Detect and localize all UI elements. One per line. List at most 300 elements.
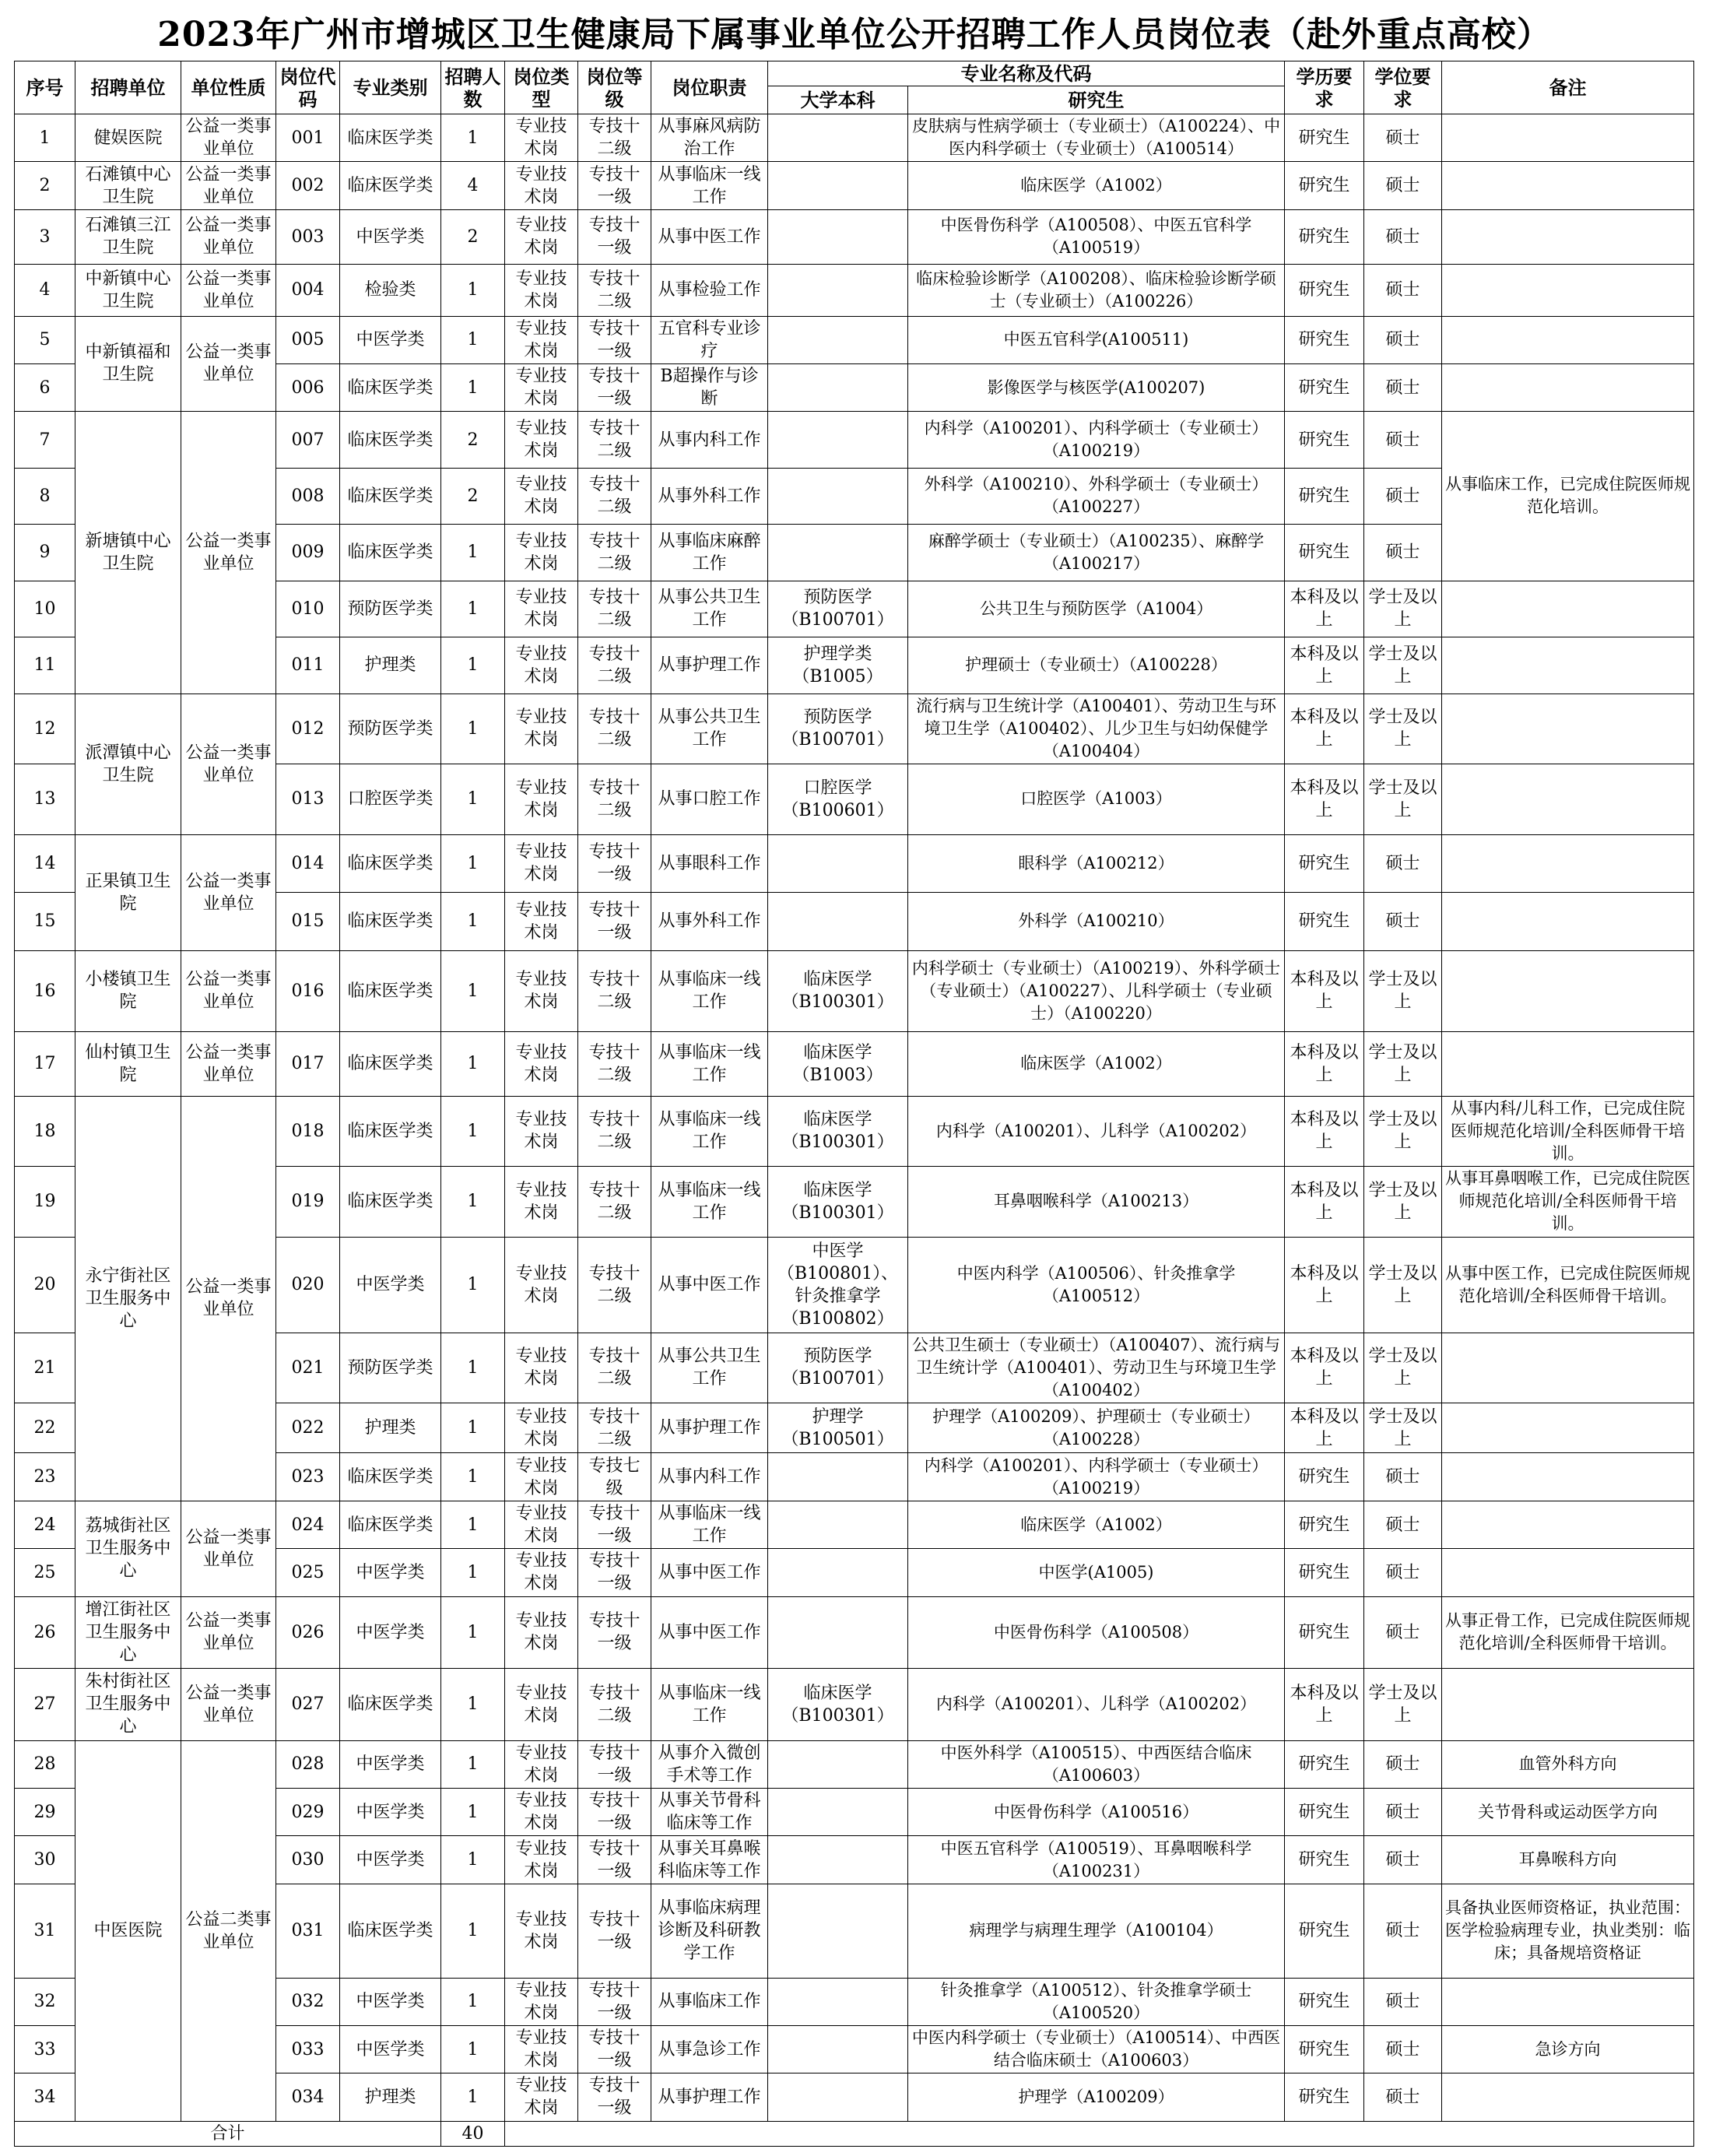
row-level: 专技十一级: [578, 363, 651, 411]
row-note: [1442, 1333, 1694, 1403]
row-seq: 8: [15, 468, 75, 524]
header-degree: 学位要求: [1364, 61, 1442, 114]
row-duty: 从事临床工作: [651, 1978, 768, 2025]
row-count: 1: [441, 764, 505, 835]
header-type: 岗位类型: [505, 61, 578, 114]
row-code: 015: [276, 893, 340, 950]
row-education: 研究生: [1285, 412, 1364, 468]
table-row: [15, 1032, 1694, 1097]
row-duty: 从事护理工作: [651, 2073, 768, 2121]
row-type: 专业技术岗: [505, 834, 578, 892]
header-level: 岗位等级: [578, 61, 651, 114]
row-seq: 1: [15, 114, 75, 162]
row-code: 025: [276, 1549, 340, 1596]
row-note: [1442, 162, 1694, 209]
row-seq: 14: [15, 834, 75, 892]
row-level: 专技十二级: [578, 265, 651, 316]
row-degree: 硕士: [1364, 265, 1442, 316]
header-postgrad: 研究生: [908, 86, 1285, 114]
row-bachelor: [768, 468, 908, 524]
row-note: [1442, 1501, 1694, 1548]
row-seq: 6: [15, 363, 75, 411]
row-seq: 20: [15, 1237, 75, 1333]
row-seq: 22: [15, 1403, 75, 1453]
row-education: 研究生: [1285, 363, 1364, 411]
row-bachelor: [768, 1740, 908, 1788]
row-education: 本科及以上: [1285, 637, 1364, 694]
row-nature: 公益一类事业单位: [181, 1501, 276, 1596]
row-count: 1: [441, 834, 505, 892]
row-code: 026: [276, 1596, 340, 1669]
row-bachelor: [768, 316, 908, 363]
row-category: 临床医学类: [340, 1167, 441, 1238]
row-postgrad: 中医内科学（A100506）、针灸推拿学（A100512）: [908, 1237, 1285, 1333]
table-row: [15, 1096, 1694, 1167]
row-degree: 硕士: [1364, 1978, 1442, 2025]
row-nature: 公益二类事业单位: [181, 1740, 276, 2121]
row-postgrad: 流行病与卫生统计学（A100401）、劳动卫生与环境卫生学（A100402）、儿少卫生与妇幼保健学（A100404）: [908, 694, 1285, 764]
table-row: [15, 1501, 1694, 1548]
row-note: [1442, 1669, 1694, 1741]
row-count: 1: [441, 1453, 505, 1501]
row-education: 本科及以上: [1285, 694, 1364, 764]
header-duty: 岗位职责: [651, 61, 768, 114]
row-category: 临床医学类: [340, 950, 441, 1032]
row-level: 专技十二级: [578, 694, 651, 764]
row-count: 1: [441, 694, 505, 764]
row-education: 本科及以上: [1285, 1333, 1364, 1403]
row-note: [1442, 1978, 1694, 2025]
row-postgrad: 中医五官科学(A100511): [908, 316, 1285, 363]
row-education: 本科及以上: [1285, 1403, 1364, 1453]
row-postgrad: 护理学（A100209）: [908, 2073, 1285, 2121]
row-code: 011: [276, 637, 340, 694]
row-bachelor: [768, 525, 908, 581]
row-seq: 21: [15, 1333, 75, 1403]
row-bachelor: [768, 209, 908, 264]
row-degree: 学士及以上: [1364, 1032, 1442, 1097]
row-duty: 从事外科工作: [651, 468, 768, 524]
row-postgrad: 内科学（A100201）、内科学硕士（专业硕士）（A100219）: [908, 1453, 1285, 1501]
total-row: [15, 2121, 1694, 2146]
row-education: 研究生: [1285, 1501, 1364, 1548]
row-education: 研究生: [1285, 316, 1364, 363]
row-note: 血管外科方向: [1442, 1740, 1694, 1788]
row-education: 研究生: [1285, 1789, 1364, 1836]
row-type: 专业技术岗: [505, 1789, 578, 1836]
row-education: 本科及以上: [1285, 1096, 1364, 1167]
row-duty: 从事临床麻醉工作: [651, 525, 768, 581]
row-postgrad: 公共卫生硕士（专业硕士）（A100407）、流行病与卫生统计学（A100401）、劳动卫生与环境卫生学（A100402）: [908, 1333, 1285, 1403]
row-bachelor: [768, 1978, 908, 2025]
row-seq: 16: [15, 950, 75, 1032]
table-row: [15, 1740, 1694, 1788]
row-level: 专技十二级: [578, 1032, 651, 1097]
row-seq: 34: [15, 2073, 75, 2121]
row-category: 临床医学类: [340, 468, 441, 524]
table-row: [15, 1669, 1694, 1741]
row-education: 研究生: [1285, 1740, 1364, 1788]
row-category: 中医学类: [340, 316, 441, 363]
row-level: 专技十二级: [578, 412, 651, 468]
row-bachelor: [768, 1836, 908, 1884]
table-row: [15, 162, 1694, 209]
row-note: [1442, 893, 1694, 950]
row-duty: 从事关节骨科临床等工作: [651, 1789, 768, 1836]
table-row: [15, 694, 1694, 764]
page-title: 2023年广州市增城区卫生健康局下属事业单位公开招聘工作人员岗位表（赴外重点高校）: [157, 15, 1552, 54]
row-duty: 从事临床病理诊断及科研教学工作: [651, 1884, 768, 1978]
row-code: 028: [276, 1740, 340, 1788]
row-seq: 2: [15, 162, 75, 209]
row-education: 研究生: [1285, 114, 1364, 162]
row-note: [1442, 1403, 1694, 1453]
row-education: 研究生: [1285, 1978, 1364, 2025]
row-note: [1442, 363, 1694, 411]
row-degree: 硕士: [1364, 412, 1442, 468]
row-code: 017: [276, 1032, 340, 1097]
row-nature: 公益一类事业单位: [181, 1596, 276, 1669]
row-level: 专技十二级: [578, 764, 651, 835]
header-count: 招聘人数: [441, 61, 505, 114]
row-category: 预防医学类: [340, 581, 441, 637]
row-count: 1: [441, 363, 505, 411]
row-degree: 硕士: [1364, 893, 1442, 950]
row-category: 中医学类: [340, 1978, 441, 2025]
row-postgrad: 临床检验诊断学（A100208）、临床检验诊断学硕士（专业硕士）（A100226）: [908, 265, 1285, 316]
row-count: 1: [441, 1167, 505, 1238]
row-degree: 学士及以上: [1364, 950, 1442, 1032]
row-education: 研究生: [1285, 1596, 1364, 1669]
row-note: [1442, 1032, 1694, 1097]
row-seq: 10: [15, 581, 75, 637]
row-type: 专业技术岗: [505, 525, 578, 581]
row-note: 急诊方向: [1442, 2025, 1694, 2073]
row-count: 1: [441, 1403, 505, 1453]
row-duty: 从事中医工作: [651, 1596, 768, 1669]
row-seq: 31: [15, 1884, 75, 1978]
row-seq: 15: [15, 893, 75, 950]
row-nature: 公益一类事业单位: [181, 950, 276, 1032]
table-body: [15, 114, 1694, 2147]
row-unit: 小楼镇卫生院: [75, 950, 181, 1032]
row-seq: 18: [15, 1096, 75, 1167]
row-nature: 公益一类事业单位: [181, 1032, 276, 1097]
recruitment-table: [14, 61, 1694, 2147]
row-category: 护理类: [340, 1403, 441, 1453]
row-unit: 派潭镇中心卫生院: [75, 694, 181, 834]
row-code: 012: [276, 694, 340, 764]
total-label: 合计: [15, 2121, 441, 2146]
row-count: 2: [441, 468, 505, 524]
row-count: 1: [441, 1884, 505, 1978]
row-education: 本科及以上: [1285, 950, 1364, 1032]
row-level: 专技十二级: [578, 1237, 651, 1333]
row-postgrad: 外科学（A100210）、外科学硕士（专业硕士）（A100227）: [908, 468, 1285, 524]
row-degree: 硕士: [1364, 834, 1442, 892]
row-education: 研究生: [1285, 209, 1364, 264]
row-type: 专业技术岗: [505, 2025, 578, 2073]
row-duty: 从事公共卫生工作: [651, 1333, 768, 1403]
row-note: [1442, 694, 1694, 764]
row-note: 关节骨科或运动医学方向: [1442, 1789, 1694, 1836]
row-degree: 学士及以上: [1364, 581, 1442, 637]
row-duty: 从事中医工作: [651, 1549, 768, 1596]
header-notes: 备注: [1442, 61, 1694, 114]
row-postgrad: 内科学硕士（专业硕士）（A100219）、外科学硕士（专业硕士）（A100227）、儿科学硕士（专业硕士）（A100220）: [908, 950, 1285, 1032]
row-count: 1: [441, 265, 505, 316]
row-category: 临床医学类: [340, 412, 441, 468]
row-postgrad: 口腔医学（A1003）: [908, 764, 1285, 835]
row-seq: 12: [15, 694, 75, 764]
row-note: 具备执业医师资格证，执业范围：医学检验病理专业，执业类别：临床；具备规培资格证: [1442, 1884, 1694, 1978]
row-postgrad: 护理学（A100209）、护理硕士（专业硕士）（A100228）: [908, 1403, 1285, 1453]
row-bachelor: [768, 114, 908, 162]
row-level: 专技十二级: [578, 114, 651, 162]
row-seq: 32: [15, 1978, 75, 2025]
row-category: 中医学类: [340, 1789, 441, 1836]
row-bachelor: 预防医学（B100701）: [768, 694, 908, 764]
row-seq: 5: [15, 316, 75, 363]
row-duty: 从事急诊工作: [651, 2025, 768, 2073]
row-note: [1442, 834, 1694, 892]
row-category: 检验类: [340, 265, 441, 316]
row-degree: 学士及以上: [1364, 764, 1442, 835]
row-type: 专业技术岗: [505, 1333, 578, 1403]
row-seq: 33: [15, 2025, 75, 2073]
row-degree: 硕士: [1364, 1453, 1442, 1501]
row-bachelor: [768, 1596, 908, 1669]
row-postgrad: 针灸推拿学（A100512）、针灸推拿学硕士（A100520）: [908, 1978, 1285, 2025]
row-unit: 永宁街社区卫生服务中心: [75, 1096, 181, 1501]
row-type: 专业技术岗: [505, 1740, 578, 1788]
row-note: 耳鼻喉科方向: [1442, 1836, 1694, 1884]
row-level: 专技十一级: [578, 1740, 651, 1788]
row-category: 临床医学类: [340, 893, 441, 950]
table-row: [15, 950, 1694, 1032]
row-category: 临床医学类: [340, 1669, 441, 1741]
row-category: 中医学类: [340, 1740, 441, 1788]
row-note: [1442, 2073, 1694, 2121]
row-category: 临床医学类: [340, 1884, 441, 1978]
row-count: 1: [441, 1237, 505, 1333]
row-duty: 从事临床一线工作: [651, 1167, 768, 1238]
row-count: 1: [441, 2025, 505, 2073]
header-major-group: 专业名称及代码: [768, 61, 1285, 86]
row-duty: 从事临床一线工作: [651, 1501, 768, 1548]
row-postgrad: 皮肤病与性病学硕士（专业硕士）（A100224）、中医内科学硕士（专业硕士）（A100514）: [908, 114, 1285, 162]
row-duty: 从事中医工作: [651, 1237, 768, 1333]
row-type: 专业技术岗: [505, 468, 578, 524]
row-degree: 硕士: [1364, 525, 1442, 581]
row-postgrad: 病理学与病理生理学（A100104）: [908, 1884, 1285, 1978]
row-nature: 公益一类事业单位: [181, 412, 276, 694]
row-duty: 从事公共卫生工作: [651, 694, 768, 764]
row-count: 2: [441, 412, 505, 468]
row-duty: 从事临床一线工作: [651, 950, 768, 1032]
row-category: 预防医学类: [340, 694, 441, 764]
row-level: 专技十一级: [578, 2073, 651, 2121]
row-level: 专技十二级: [578, 525, 651, 581]
row-degree: 硕士: [1364, 316, 1442, 363]
row-code: 006: [276, 363, 340, 411]
row-category: 临床医学类: [340, 114, 441, 162]
row-category: 临床医学类: [340, 1453, 441, 1501]
row-degree: 学士及以上: [1364, 1669, 1442, 1741]
row-count: 2: [441, 209, 505, 264]
row-nature: 公益一类事业单位: [181, 162, 276, 209]
row-code: 014: [276, 834, 340, 892]
row-count: 1: [441, 1501, 505, 1548]
row-level: 专技十一级: [578, 893, 651, 950]
row-bachelor: 临床医学（B100301）: [768, 1096, 908, 1167]
row-code: 029: [276, 1789, 340, 1836]
row-seq: 19: [15, 1167, 75, 1238]
row-degree: 学士及以上: [1364, 1237, 1442, 1333]
row-code: 020: [276, 1237, 340, 1333]
row-education: 本科及以上: [1285, 1032, 1364, 1097]
row-duty: 从事临床一线工作: [651, 1669, 768, 1741]
row-duty: 从事临床一线工作: [651, 162, 768, 209]
row-code: 030: [276, 1836, 340, 1884]
row-bachelor: 护理学（B100501）: [768, 1403, 908, 1453]
row-code: 003: [276, 209, 340, 264]
row-duty: 从事公共卫生工作: [651, 581, 768, 637]
row-category: 临床医学类: [340, 525, 441, 581]
row-category: 临床医学类: [340, 1501, 441, 1548]
row-type: 专业技术岗: [505, 114, 578, 162]
row-note: [1442, 950, 1694, 1032]
row-level: 专技十一级: [578, 1596, 651, 1669]
row-type: 专业技术岗: [505, 1549, 578, 1596]
row-note: [1442, 209, 1694, 264]
row-bachelor: 口腔医学（B100601）: [768, 764, 908, 835]
row-seq: 13: [15, 764, 75, 835]
row-count: 1: [441, 1669, 505, 1741]
row-count: 1: [441, 2073, 505, 2121]
row-degree: 硕士: [1364, 363, 1442, 411]
row-postgrad: 内科学（A100201）、儿科学（A100202）: [908, 1669, 1285, 1741]
row-type: 专业技术岗: [505, 1884, 578, 1978]
row-seq: 17: [15, 1032, 75, 1097]
row-education: 本科及以上: [1285, 1167, 1364, 1238]
row-degree: 硕士: [1364, 209, 1442, 264]
row-bachelor: 中医学（B100801）、针灸推拿学（B100802）: [768, 1237, 908, 1333]
row-degree: 学士及以上: [1364, 637, 1442, 694]
row-bachelor: [768, 265, 908, 316]
row-duty: 从事麻风病防治工作: [651, 114, 768, 162]
row-category: 临床医学类: [340, 363, 441, 411]
row-postgrad: 中医骨伤科学（A100516）: [908, 1789, 1285, 1836]
row-type: 专业技术岗: [505, 1032, 578, 1097]
row-category: 临床医学类: [340, 834, 441, 892]
row-code: 024: [276, 1501, 340, 1548]
row-seq: 23: [15, 1453, 75, 1501]
row-note: [1442, 316, 1694, 363]
row-code: 023: [276, 1453, 340, 1501]
row-level: 专技十二级: [578, 581, 651, 637]
row-note: 从事内科/儿科工作，已完成住院医师规范化培训/全科医师骨干培训。: [1442, 1096, 1694, 1167]
row-bachelor: [768, 1453, 908, 1501]
row-bachelor: 临床医学（B100301）: [768, 950, 908, 1032]
row-education: 研究生: [1285, 162, 1364, 209]
row-bachelor: [768, 893, 908, 950]
row-nature: 公益一类事业单位: [181, 265, 276, 316]
row-level: 专技十二级: [578, 637, 651, 694]
row-education: 研究生: [1285, 1549, 1364, 1596]
row-category: 中医学类: [340, 1596, 441, 1669]
row-level: 专技十一级: [578, 1501, 651, 1548]
row-duty: 从事关耳鼻喉科临床等工作: [651, 1836, 768, 1884]
row-degree: 学士及以上: [1364, 1403, 1442, 1453]
row-level: 专技十一级: [578, 1978, 651, 2025]
row-duty: 从事内科工作: [651, 1453, 768, 1501]
row-education: 研究生: [1285, 1884, 1364, 1978]
row-note: 从事正骨工作，已完成住院医师规范化培训/全科医师骨干培训。: [1442, 1596, 1694, 1669]
row-degree: 硕士: [1364, 1740, 1442, 1788]
row-category: 临床医学类: [340, 1032, 441, 1097]
row-type: 专业技术岗: [505, 412, 578, 468]
row-education: 本科及以上: [1285, 764, 1364, 835]
row-note: 从事中医工作，已完成住院医师规范化培训/全科医师骨干培训。: [1442, 1237, 1694, 1333]
row-category: 口腔医学类: [340, 764, 441, 835]
row-level: 专技十一级: [578, 316, 651, 363]
row-postgrad: 中医骨伤科学（A100508）、中医五官科学（A100519）: [908, 209, 1285, 264]
row-count: 1: [441, 525, 505, 581]
row-postgrad: 中医内科学硕士（专业硕士）（A100514）、中西医结合临床硕士（A100603）: [908, 2025, 1285, 2073]
row-code: 032: [276, 1978, 340, 2025]
row-count: 1: [441, 581, 505, 637]
row-seq: 30: [15, 1836, 75, 1884]
row-type: 专业技术岗: [505, 162, 578, 209]
row-count: 1: [441, 893, 505, 950]
row-note: [1442, 114, 1694, 162]
total-count: 40: [441, 2121, 505, 2146]
row-nature: 公益一类事业单位: [181, 1096, 276, 1501]
row-unit: 荔城街社区卫生服务中心: [75, 1501, 181, 1596]
row-bachelor: [768, 1549, 908, 1596]
row-duty: 从事临床一线工作: [651, 1032, 768, 1097]
row-level: 专技十一级: [578, 1789, 651, 1836]
row-nature: 公益一类事业单位: [181, 694, 276, 834]
row-code: 009: [276, 525, 340, 581]
row-education: 研究生: [1285, 525, 1364, 581]
row-unit: 石滩镇三江卫生院: [75, 209, 181, 264]
row-code: 034: [276, 2073, 340, 2121]
row-degree: 硕士: [1364, 162, 1442, 209]
row-type: 专业技术岗: [505, 265, 578, 316]
row-nature: 公益一类事业单位: [181, 834, 276, 950]
row-level: 专技十一级: [578, 209, 651, 264]
row-seq: 26: [15, 1596, 75, 1669]
row-category: 临床医学类: [340, 1096, 441, 1167]
row-level: 专技十一级: [578, 162, 651, 209]
row-postgrad: 影像医学与核医学(A100207): [908, 363, 1285, 411]
row-bachelor: 预防医学（B100701）: [768, 581, 908, 637]
row-unit: 中医医院: [75, 1740, 181, 2121]
row-education: 研究生: [1285, 1453, 1364, 1501]
row-level: 专技十一级: [578, 2025, 651, 2073]
row-count: 1: [441, 114, 505, 162]
row-education: 研究生: [1285, 834, 1364, 892]
row-category: 中医学类: [340, 2025, 441, 2073]
row-seq: 28: [15, 1740, 75, 1788]
row-note: [1442, 265, 1694, 316]
row-category: 预防医学类: [340, 1333, 441, 1403]
row-count: 1: [441, 1549, 505, 1596]
row-type: 专业技术岗: [505, 2073, 578, 2121]
row-postgrad: 临床医学（A1002）: [908, 1032, 1285, 1097]
